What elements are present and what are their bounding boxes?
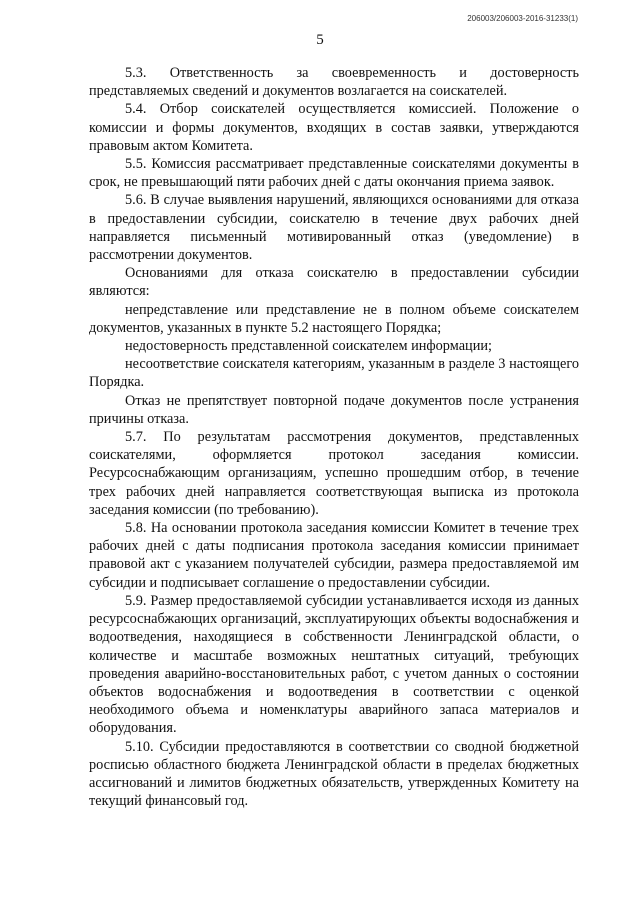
refusal-note: Отказ не препятствует повторной подаче документов после устранения причины отказа. <box>89 392 579 427</box>
refusal-ground-item: несоответствие соискателя категориям, указанным в разделе 3 настоящего Порядка. <box>89 356 579 391</box>
refusal-grounds-intro: Основаниями для отказа соискателю в предоставлении субсидии являются: <box>89 265 579 300</box>
document-id: 206003/206003-2016-31233(1) <box>467 14 578 23</box>
paragraph-5-4: 5.4. Отбор соискателей осуществляется комиссией. Положение о комиссии и формы документов, входящих в состав заявки, утверждаются правовым актом Комитета. <box>89 101 579 154</box>
refusal-ground-item: непредставление или представление не в полном объеме соискателем документов, указанных в пункте 5.2 настоящего Порядка; <box>89 301 579 336</box>
paragraph-5-7: 5.7. По результатам рассмотрения документов, представленных соискателями, оформляется протокол заседания комиссии. Ресурсоснабжающим организациям, успешно прошедшим отбор, в течение трех рабочих дней направляется соответствующая выписка из протокола заседания комиссии (по требованию). <box>89 429 579 518</box>
refusal-ground-item: недостоверность представленной соискателем информации; <box>125 338 492 355</box>
paragraph-5-10: 5.10. Субсидии предоставляются в соответствии со сводной бюджетной росписью областного бюджета Ленинградской области в пределах бюджетных ассигнований и лимитов бюджетных обязательств, утвержденных Комитету на текущий финансовый год. <box>89 738 579 810</box>
page-number: 5 <box>316 32 324 48</box>
paragraph-5-3: 5.3. Ответственность за своевременность и достоверность представляемых сведений и документов возлагается на соискателей. <box>89 65 579 100</box>
paragraph-5-5: 5.5. Комиссия рассматривает представленные соискателями документы в срок, не превышающий пяти рабочих дней с даты окончания приема заявок. <box>89 156 579 191</box>
paragraph-5-6: 5.6. В случае выявления нарушений, являющихся основаниями для отказа в предоставлении субсидии, соискателю в течение двух рабочих дней направляется письменный мотивированный отказ (уведомление) в рассмотрении документов. <box>89 192 579 264</box>
document-body <box>89 64 579 810</box>
paragraph-5-9: 5.9. Размер предоставляемой субсидии устанавливается исходя из данных ресурсоснабжающих организаций, эксплуатирующих объекты водоснабжения и водоотведения, находящиеся в собственности Ленинградской области, о количестве и масштабе возможных нештатных ситуаций, требующих проведения аварийно-восстановительных работ, с учетом данных о состоянии объектов водоснабжения и водоотведения в соответствии с оценкой необходимого объема и номенклатуры аварийного запаса материалов и оборудования. <box>89 592 579 737</box>
paragraph-5-8: 5.8. На основании протокола заседания комиссии Комитет в течение трех рабочих дней с даты подписания протокола заседания комиссии принимает правовой акт с указанием получателей субсидии, размера предоставляемой им субсидии и подписывает соглашение о предоставлении субсидии. <box>89 520 579 591</box>
